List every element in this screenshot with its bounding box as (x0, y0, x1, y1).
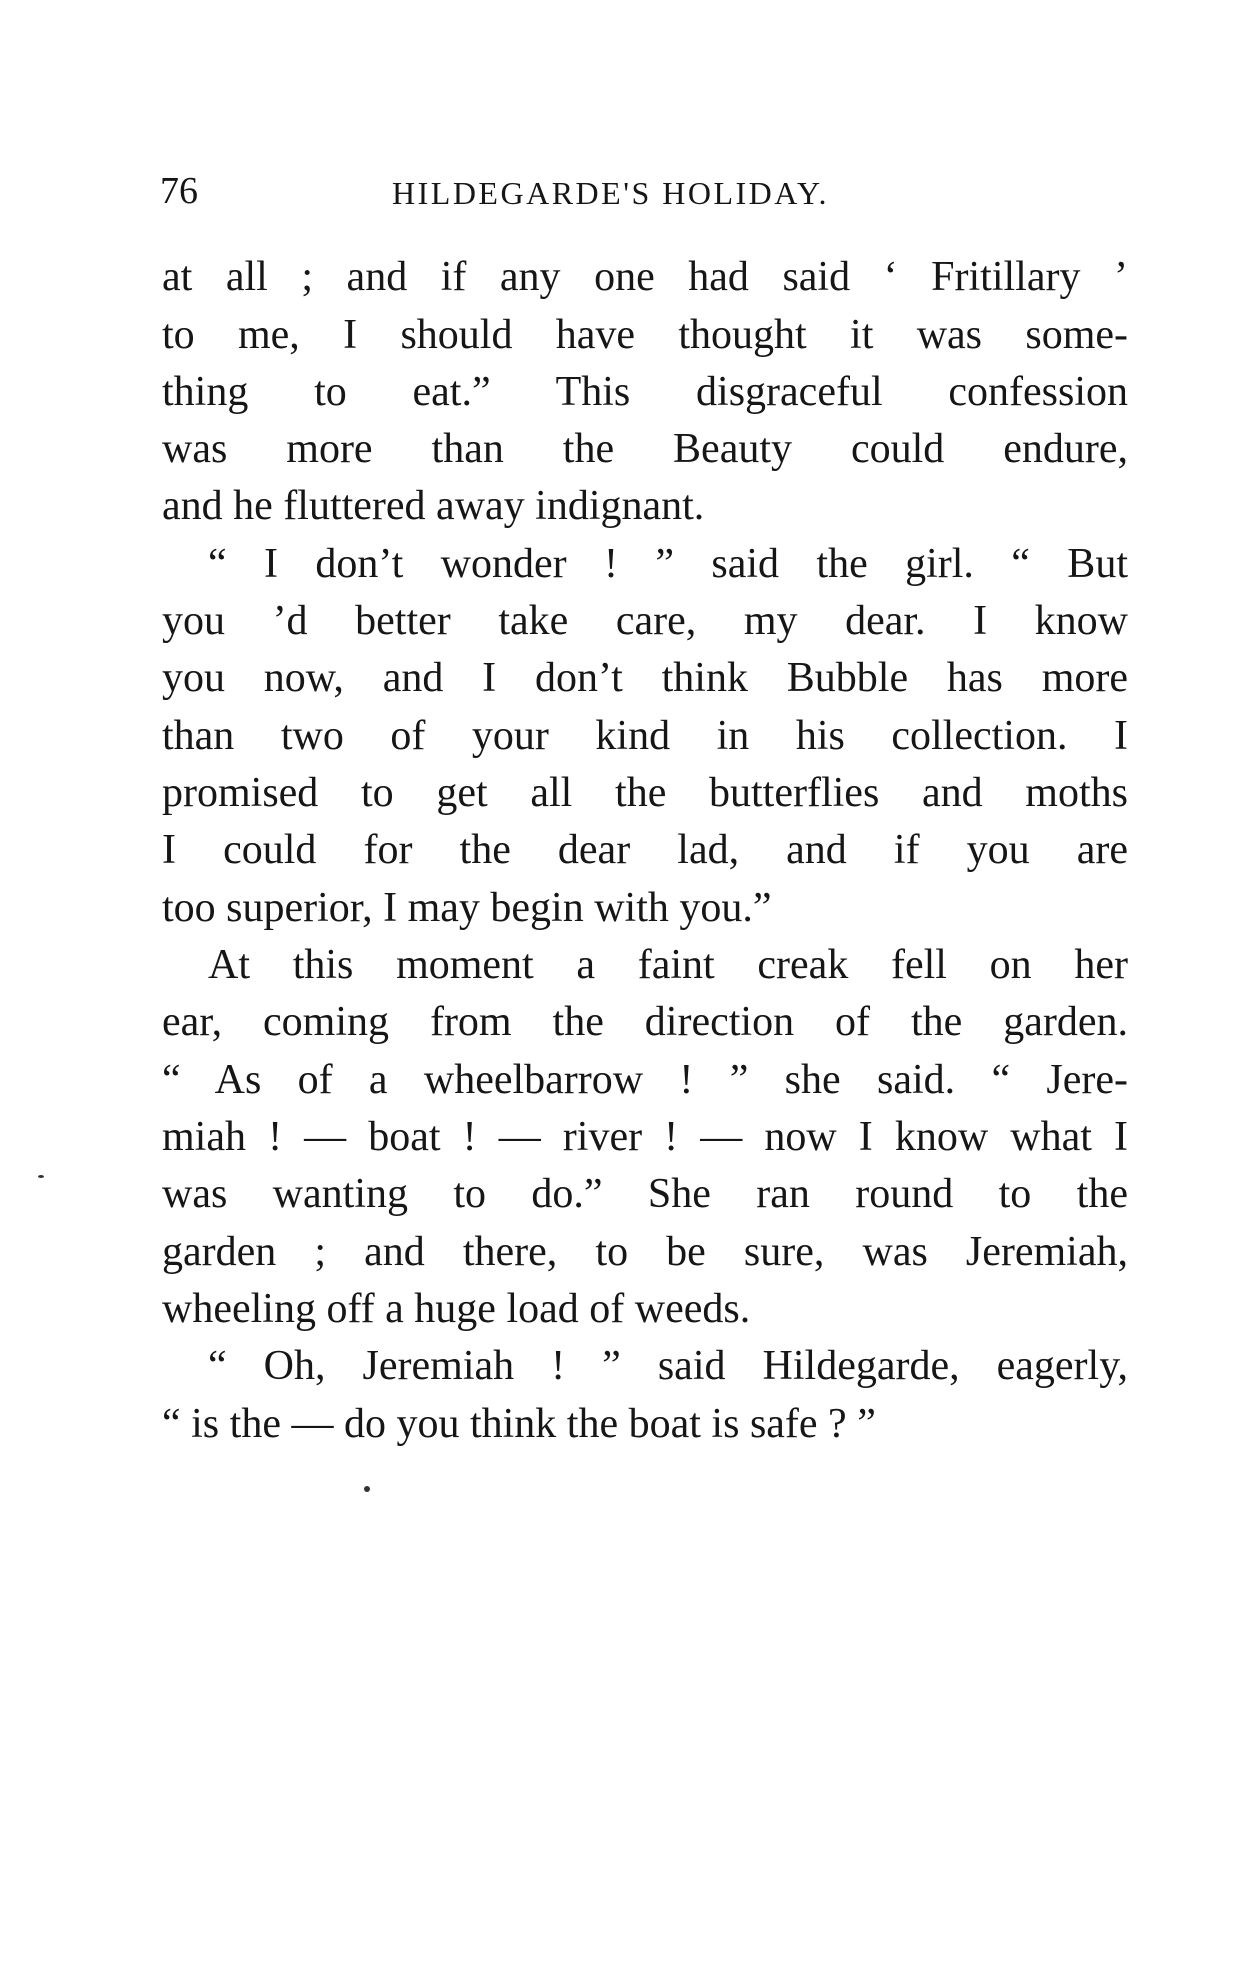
text-line: you now, and I don’t think Bubble has more (162, 655, 1128, 701)
text-line: I could for the dear lad, and if you are (162, 827, 1128, 873)
running-title: HILDEGARDE'S HOLIDAY. (392, 175, 829, 211)
text-line: too superior, I may begin with you.” (162, 885, 772, 931)
text-line: was wanting to do.” She ran round to the (162, 1171, 1128, 1217)
text-line: to me, I should have thought it was some- (162, 312, 1128, 358)
text-line: “ is the — do you think the boat is safe ? ” (162, 1401, 876, 1447)
text-line: and he fluttered away indignant. (162, 483, 705, 529)
text-line: wheeling off a huge load of weeds. (162, 1286, 751, 1332)
text-line: miah ! — boat ! — river ! — now I know what I (162, 1114, 1128, 1160)
page-speck (38, 1175, 44, 1178)
text-line: you ’d better take care, my dear. I know (162, 598, 1128, 644)
text-line: garden ; and there, to be sure, was Jeremiah, (162, 1229, 1128, 1275)
page-number: 76 (160, 170, 198, 212)
text-line: was more than the Beauty could endure, (162, 426, 1128, 472)
text-line: “ I don’t wonder ! ” said the girl. “ But (208, 541, 1128, 587)
text-line: promised to get all the butterflies and moths (162, 770, 1128, 816)
text-line: ear, coming from the direction of the garden. (162, 999, 1128, 1045)
text-line: thing to eat.” This disgraceful confession (162, 369, 1128, 415)
text-line: At this moment a faint creak fell on her (208, 942, 1128, 988)
page-speck (364, 1486, 370, 1492)
text-line: “ As of a wheelbarrow ! ” she said. “ Jere- (162, 1057, 1128, 1103)
text-line: than two of your kind in his collection. I (162, 713, 1128, 759)
text-line: at all ; and if any one had said ‘ Fritillary ’ (162, 254, 1128, 300)
running-head (160, 166, 1120, 216)
text-line: “ Oh, Jeremiah ! ” said Hildegarde, eagerly, (208, 1343, 1128, 1389)
